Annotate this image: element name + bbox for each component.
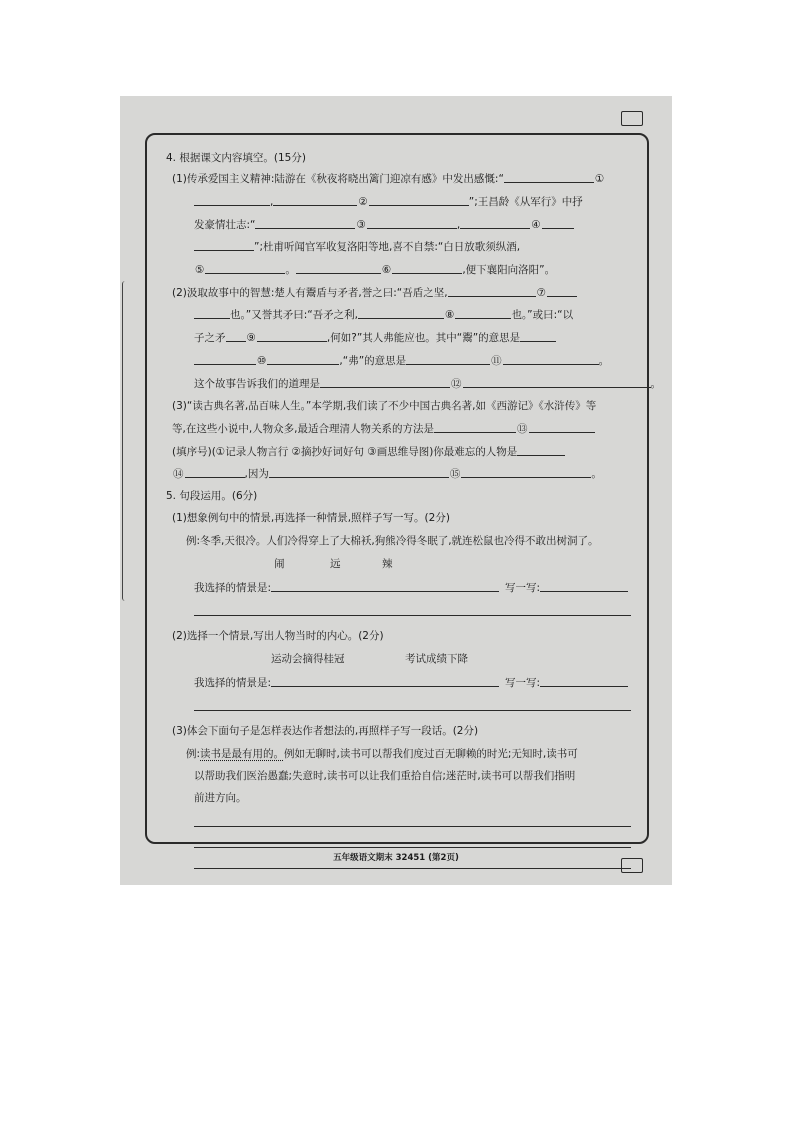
q4-3-line4: ⑭ ,因为 ⑮ 。 — [173, 468, 602, 480]
answer-blank[interactable] — [194, 194, 270, 206]
answer-blank[interactable] — [271, 675, 499, 687]
q4-2-line4: ⑩ ,“弗”的意思是 ⑪ 。 — [194, 353, 609, 368]
q5-2-option-2: 考试成绩下降 — [405, 653, 468, 665]
answer-blank[interactable] — [255, 217, 355, 229]
answer-blank[interactable] — [517, 444, 565, 456]
answer-blank[interactable] — [406, 353, 490, 365]
answer-blank[interactable] — [503, 353, 599, 365]
q4-title: 4. 根据课文内容填空。(15分) — [166, 152, 306, 164]
q4-1-line4: ”;杜甫听闻官军收复洛阳等地,喜不自禁:“白日放歌须纵酒, — [194, 239, 520, 254]
q5-title: 5. 句段运用。(6分) — [166, 490, 258, 502]
q5-3-prompt: (3)体会下面句子是怎样表达作者想法的,再照样子写一段话。(2分) — [172, 725, 479, 737]
q4-3-line1: (3)“读古典名著,品百味人生。”本学期,我们读了不少中国古典名著,如《西游记》《水浒传》等 — [172, 400, 597, 412]
q4-2-line1: (2)汲取故事中的智慧:楚人有鬻盾与矛者,誉之曰:“吾盾之坚, ⑦ — [172, 285, 577, 300]
answer-blank[interactable] — [369, 194, 469, 206]
answer-blank[interactable] — [271, 580, 499, 592]
answer-blank[interactable] — [205, 262, 285, 274]
writing-line[interactable] — [194, 826, 631, 827]
q5-3-example-line1: 例:读书是最有用的。例如无聊时,读书可以帮我们度过百无聊赖的时光;无知时,读书可 — [186, 748, 578, 760]
q4-2-line3: 子之矛 ⑨ ,何如?”其人弗能应也。其中“鬻”的意思是 — [194, 330, 556, 345]
answer-blank[interactable] — [273, 194, 357, 206]
binding-mark — [122, 281, 128, 601]
writing-line[interactable] — [194, 868, 631, 869]
answer-blank[interactable] — [540, 675, 628, 687]
q4-1-line5: ⑤ 。 ⑥ ,便下襄阳向洛阳”。 — [195, 264, 556, 276]
q5-3-example-line2: 以帮助我们医治愚蠢;失意时,读书可以让我们重拾自信;迷茫时,读书可以帮我们指明 — [194, 770, 576, 782]
answer-blank[interactable] — [367, 217, 457, 229]
q5-3-example-line3: 前进方向。 — [194, 792, 247, 804]
q4-1-line1: (1)传承爱国主义精神:陆游在《秋夜将晓出篱门迎凉有感》中发出感慨:“ ① — [172, 173, 605, 185]
content-frame — [145, 133, 661, 844]
answer-blank[interactable] — [194, 353, 256, 365]
answer-blank[interactable] — [463, 376, 651, 388]
answer-blank[interactable] — [540, 580, 628, 592]
answer-blank[interactable] — [320, 376, 450, 388]
answer-blank[interactable] — [455, 307, 511, 319]
corner-box-top — [621, 111, 643, 126]
q4-2-line5: 这个故事告诉我们的道理是 ⑫ 。 — [194, 378, 661, 390]
q5-2-choice-row: 我选择的情景是: 写一写: — [194, 675, 628, 690]
page-footer: 五年级语文期末 32451 (第2页) — [333, 853, 459, 863]
answer-blank[interactable] — [226, 330, 246, 342]
q5-2-option-1: 运动会摘得桂冠 — [271, 653, 345, 665]
writing-line[interactable] — [194, 847, 631, 848]
q4-1-line3: 发豪情壮志:“ ③ , ④ — [194, 217, 574, 232]
answer-blank[interactable] — [296, 262, 381, 274]
q4-3-line3: (填序号)(①记录人物言行 ②摘抄好词好句 ③画思维导图)你最难忘的人物是 — [172, 444, 565, 459]
answer-blank[interactable] — [269, 466, 449, 478]
answer-blank[interactable] — [520, 330, 556, 342]
q5-1-example: 例:冬季,天很冷。人们冷得穿上了大棉袄,狗熊冷得冬眠了,就连松鼠也冷得不敢出树洞了。 — [186, 535, 599, 547]
answer-blank[interactable] — [267, 353, 339, 365]
q5-1-option-3: 辣 — [382, 558, 393, 570]
q5-2-prompt: (2)选择一个情景,写出人物当时的内心。(2分) — [172, 630, 384, 642]
answer-blank[interactable] — [504, 171, 594, 183]
writing-line[interactable] — [194, 615, 631, 616]
q4-1-line2: , ② ”;王昌龄《从军行》中抒 — [194, 194, 583, 209]
answer-blank[interactable] — [460, 217, 530, 229]
q5-1-prompt: (1)想象例句中的情景,再选择一种情景,照样子写一写。(2分) — [172, 512, 450, 524]
q5-1-option-2: 远 — [330, 558, 341, 570]
q5-1-choice-row: 我选择的情景是: 写一写: — [194, 580, 628, 595]
answer-blank[interactable] — [547, 285, 577, 297]
answer-blank[interactable] — [392, 262, 462, 274]
q5-1-option-1: 闹 — [274, 558, 285, 570]
answer-blank[interactable] — [542, 217, 574, 229]
writing-line[interactable] — [194, 710, 631, 711]
scanned-page — [120, 96, 672, 885]
answer-blank[interactable] — [257, 330, 327, 342]
answer-blank[interactable] — [358, 307, 444, 319]
q4-2-line2: 也。”又誉其矛曰:“吾矛之利, ⑧ 也。”或曰:“以 — [194, 307, 573, 322]
answer-blank[interactable] — [461, 466, 591, 478]
answer-blank[interactable] — [185, 466, 245, 478]
answer-blank[interactable] — [448, 285, 536, 297]
answer-blank[interactable] — [434, 421, 516, 433]
answer-blank[interactable] — [194, 239, 254, 251]
answer-blank[interactable] — [194, 307, 230, 319]
answer-blank[interactable] — [529, 421, 595, 433]
q4-3-line2: 等,在这些小说中,人物众多,最适合理清人物关系的方法是 ⑬ — [172, 421, 595, 436]
